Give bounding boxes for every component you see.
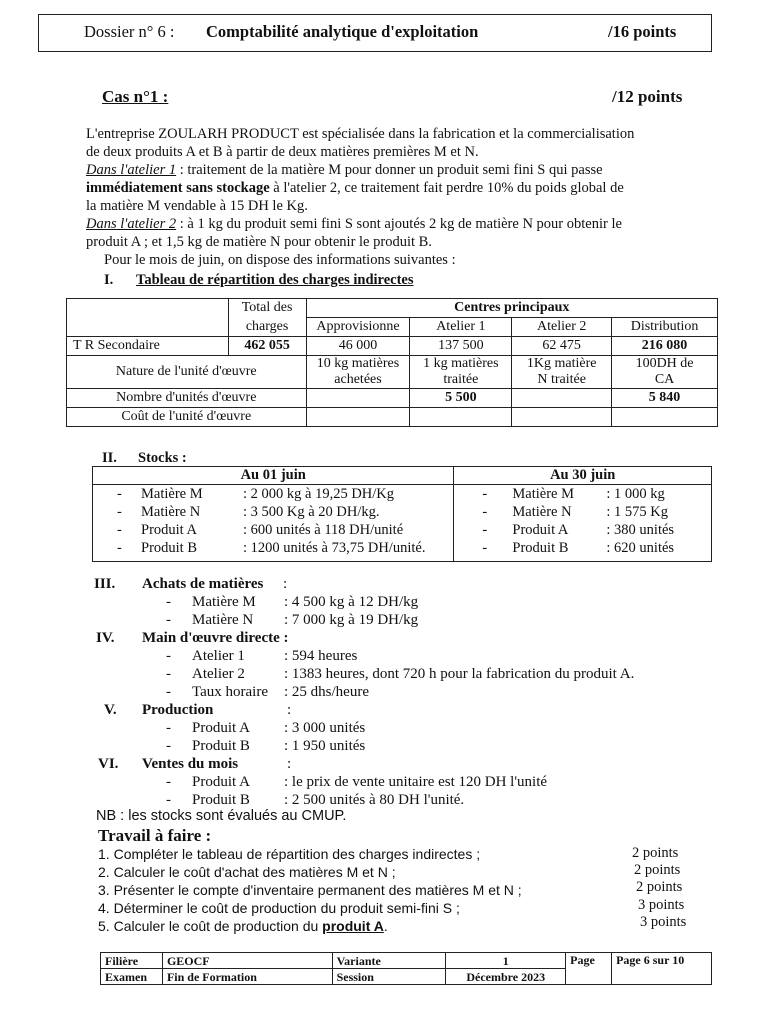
section-4-title: Main d'œuvre directe : <box>142 630 289 646</box>
intro-atelier1-line-3: la matière M vendable à 15 DH le Kg. <box>86 198 308 214</box>
examen-label: Examen <box>101 969 163 985</box>
nb-note: NB : les stocks sont évalués au CMUP. <box>96 808 347 824</box>
header-points: /16 points <box>608 22 677 41</box>
table-row <box>93 485 712 562</box>
session-value: Décembre 2023 <box>446 969 566 985</box>
task-item: 2. Calculer le coût d'achat des matières M et N ; <box>98 864 396 880</box>
list-item: : 25 dhs/heure <box>284 684 369 700</box>
tr-value: 137 500 <box>410 337 512 356</box>
task-points: 3 points <box>640 914 687 930</box>
list-item: - Matière N : 3 500 Kg à 20 DH/kg. <box>117 504 380 520</box>
task-item: 5. Calculer le coût de production du produit A. <box>98 918 388 934</box>
page-label: Page <box>566 953 612 985</box>
list-item: Produit B <box>192 738 250 754</box>
total-header-2: charges <box>228 318 306 337</box>
stocks-start-list <box>93 485 454 562</box>
section-1-title: Tableau de répartition des charges indirectes <box>136 272 414 288</box>
travail-title: Travail à faire : <box>98 826 212 845</box>
task-points: 2 points <box>636 879 683 895</box>
footer-table <box>100 952 712 985</box>
task-item: 1. Compléter le tableau de répartition des charges indirectes ; <box>98 846 481 862</box>
tr-total: 462 055 <box>228 337 306 356</box>
total-header-1: Total des <box>228 299 306 318</box>
list-item: Atelier 1 <box>192 648 245 664</box>
table-row <box>67 389 718 408</box>
page-value: Page 6 sur 10 <box>612 953 712 985</box>
dossier-label: Dossier n° 6 : <box>84 22 175 41</box>
section-1-num: I. <box>104 272 114 288</box>
intro-atelier1-line: Dans l'atelier 1 : traitement de la matière M pour donner un produit semi fini S qui passe <box>86 162 603 178</box>
stocks-start-header: Au 01 juin <box>93 467 454 485</box>
list-item: Matière M <box>192 594 256 610</box>
intro-month-line: Pour le mois de juin, on dispose des informations suivantes : <box>104 252 456 268</box>
table-row <box>67 408 718 427</box>
list-item: : 2 500 unités à 80 DH l'unité. <box>284 792 465 808</box>
list-item: : le prix de vente unitaire est 120 DH l'unité <box>284 774 548 790</box>
list-item: Atelier 2 <box>192 666 245 682</box>
stocks-end-list <box>454 485 712 562</box>
nombre-value <box>306 389 410 408</box>
list-item: : 1 950 unités <box>284 738 366 754</box>
intro-atelier2-line: Dans l'atelier 2 : à 1 kg du produit semi fini S sont ajoutés 2 kg de matière N pour obtenir le <box>86 216 622 232</box>
centre-approvisionnement: Approvisionne <box>306 318 410 337</box>
nombre-value <box>512 389 612 408</box>
cout-label: Coût de l'unité d'œuvre <box>67 408 307 427</box>
cas-title: Cas n°1 : <box>102 87 169 106</box>
cout-value <box>512 408 612 427</box>
variante-label: Variante <box>332 953 446 969</box>
section-5-title: Production <box>142 702 214 718</box>
session-label: Session <box>332 969 446 985</box>
section-4-num: IV. <box>96 630 115 646</box>
tr-label: T R Secondaire <box>67 337 229 356</box>
list-item: : 1383 heures, dont 720 h pour la fabrication du produit A. <box>284 666 635 682</box>
list-item: Produit A <box>192 774 250 790</box>
list-item: - Matière M : 1 000 kg <box>482 486 665 502</box>
nombre-label: Nombre d'unités d'œuvre <box>67 389 307 408</box>
intro-line-2: de deux produits A et B à partir de deux matières premières M et N. <box>86 144 479 160</box>
list-item: - Matière M : 2 000 kg à 19,25 DH/Kg <box>117 486 395 502</box>
list-item: : 3 000 unités <box>284 720 366 736</box>
task-points: 2 points <box>632 845 679 861</box>
list-item: - Produit B : 1200 unités à 73,75 DH/unité. <box>117 540 426 556</box>
task-item: 4. Déterminer le coût de production du produit semi-fini S ; <box>98 900 460 916</box>
section-6-title: Ventes du mois <box>142 756 239 772</box>
nature-value: 1Kg matière N traitée <box>512 356 612 389</box>
intro-atelier1-line-2: immédiatement sans stockage à l'atelier 2, ce traitement fait perdre 10% du poids global de <box>86 180 624 196</box>
centre-atelier-1: Atelier 1 <box>410 318 512 337</box>
nature-value: 100DH de CA <box>612 356 718 389</box>
table-row <box>67 337 718 356</box>
filiere-value: GEOCF <box>162 953 332 969</box>
tr-value: 216 080 <box>612 337 718 356</box>
variante-value: 1 <box>446 953 566 969</box>
list-item: : 7 000 kg à 19 DH/kg <box>284 612 419 628</box>
stocks-table <box>92 466 712 562</box>
tr-value: 46 000 <box>306 337 410 356</box>
list-item: Taux horaire <box>192 684 268 700</box>
filiere-label: Filière <box>101 953 163 969</box>
list-item: Produit B <box>192 792 250 808</box>
task-item: 3. Présenter le compte d'inventaire permanent des matières M et N ; <box>98 882 522 898</box>
cas-points: /12 points <box>612 87 683 106</box>
charges-table <box>66 298 718 427</box>
centre-distribution: Distribution <box>612 318 718 337</box>
list-item: - Produit A : 600 unités à 118 DH/unité <box>117 522 404 538</box>
section-2-num: II. <box>102 450 117 466</box>
tr-value: 62 475 <box>512 337 612 356</box>
section-3-num: III. <box>94 576 116 592</box>
list-item: - Produit B : 620 unités <box>482 540 675 556</box>
nombre-value: 5 840 <box>612 389 718 408</box>
nature-label: Nature de l'unité d'œuvre <box>67 356 307 389</box>
header-title: Comptabilité analytique d'exploitation <box>206 22 479 41</box>
table-row <box>101 953 712 969</box>
list-item: Matière N <box>192 612 254 628</box>
section-2-title: Stocks : <box>138 450 187 466</box>
examen-value: Fin de Formation <box>162 969 332 985</box>
nature-value: 1 kg matières traitée <box>410 356 512 389</box>
table-row <box>93 467 712 485</box>
list-item: - Produit A : 380 unités <box>482 522 675 538</box>
cout-value <box>410 408 512 427</box>
table-row <box>67 356 718 389</box>
section-6-num: VI. <box>98 756 119 772</box>
cout-value <box>612 408 718 427</box>
centre-atelier-2: Atelier 2 <box>512 318 612 337</box>
section-5-num: V. <box>104 702 117 718</box>
task-points: 3 points <box>638 897 685 913</box>
cout-value <box>306 408 410 427</box>
centres-header: Centres principaux <box>306 299 717 318</box>
intro-atelier2-line-2: produit A ; et 1,5 kg de matière N pour obtenir le produit B. <box>86 234 432 250</box>
table-row <box>67 299 718 318</box>
list-item: : 4 500 kg à 12 DH/kg <box>284 594 419 610</box>
task-points: 2 points <box>634 862 681 878</box>
list-item: Produit A <box>192 720 250 736</box>
list-item: - Matière N : 1 575 Kg <box>482 504 669 520</box>
list-item: : 594 heures <box>284 648 358 664</box>
intro-line-1: L'entreprise ZOULARH PRODUCT est spécialisée dans la fabrication et la commercialisation <box>86 126 635 142</box>
nombre-value: 5 500 <box>410 389 512 408</box>
nature-value: 10 kg matières achetées <box>306 356 410 389</box>
section-3-title: Achats de matières <box>142 576 264 592</box>
stocks-end-header: Au 30 juin <box>454 467 712 485</box>
